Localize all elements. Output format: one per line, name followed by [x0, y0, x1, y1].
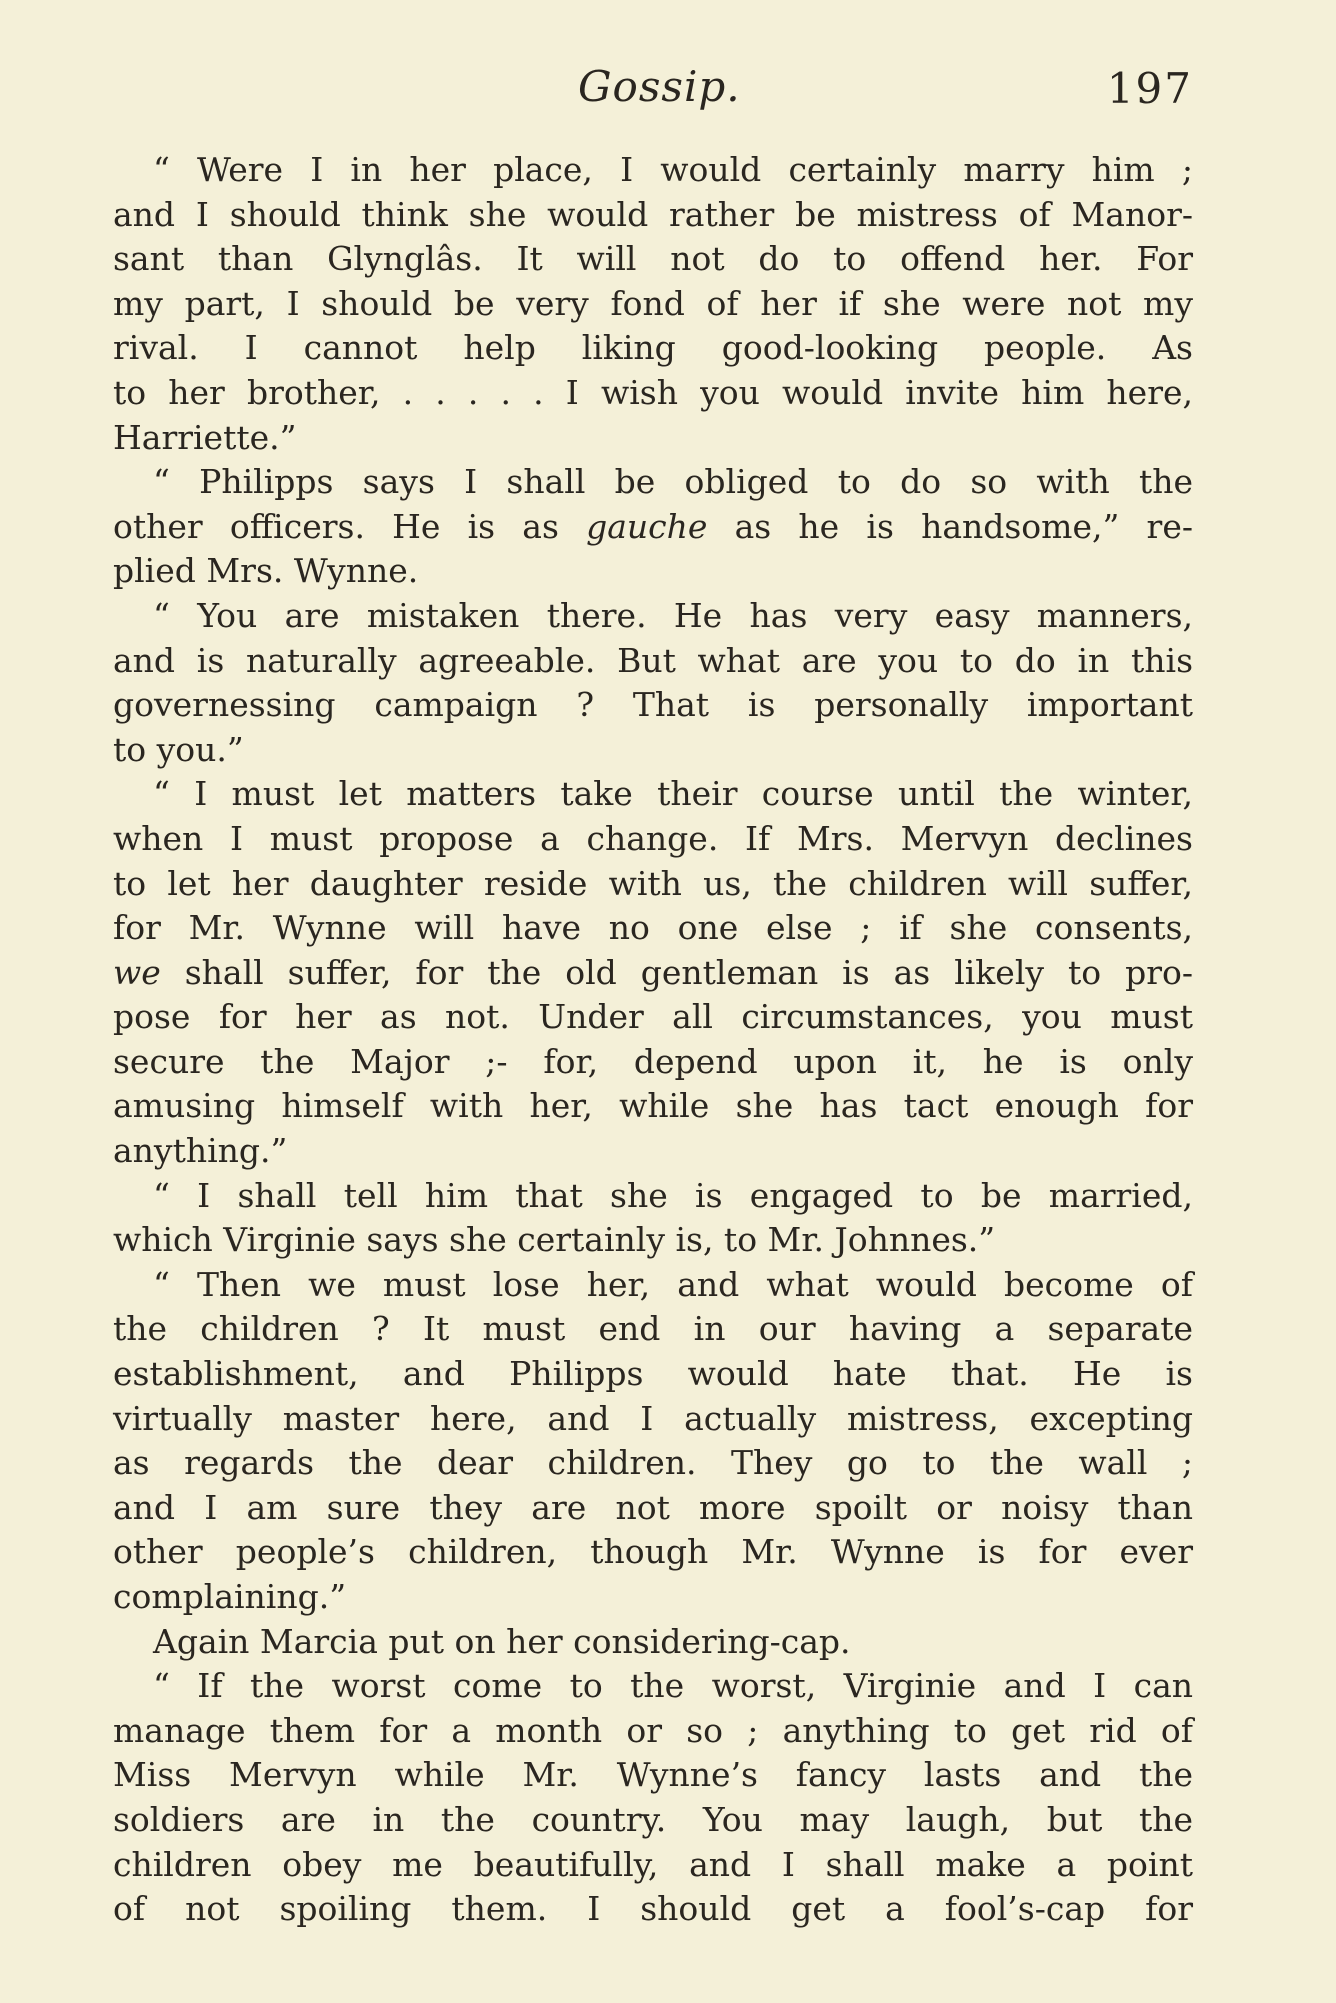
text-line: Miss Mervyn while Mr. Wynne’s fancy lasts and the — [113, 1755, 1193, 1795]
text-line: secure the Major ;- for, depend upon it, he is only — [113, 1041, 1193, 1081]
text-line: manage them for a month or so ; anything to get rid of — [113, 1710, 1193, 1750]
text-segment: shall suffer, for the old gentleman is as likely to pro- — [160, 952, 1193, 992]
text-line: rival. I cannot help liking good-looking people. As — [113, 328, 1193, 368]
text-line: amusing himself with her, while she has tact enough for — [113, 1086, 1193, 1126]
text-line: Harriette.” — [113, 417, 297, 457]
text-line: and is naturally agreeable. But what are you to do in this — [113, 640, 1193, 680]
text-line: the children ? It must end in our having a separate — [113, 1309, 1193, 1349]
text-line: plied Mrs. Wynne. — [113, 551, 419, 591]
text-line: “ I shall tell him that she is engaged to be married, — [153, 1175, 1193, 1215]
text-line: “ Philipps says I shall be obliged to do so with the — [153, 462, 1193, 502]
text-line: for Mr. Wynne will have no one else ; if she consents, — [113, 908, 1193, 948]
text-segment: as he is handsome,” re- — [707, 506, 1193, 546]
text-line: Again Marcia put on her considering-cap. — [153, 1621, 851, 1661]
text-line: when I must propose a change. If Mrs. Mervyn declines — [113, 818, 1193, 858]
text-line: “ If the worst come to the worst, Virginie and I can — [153, 1666, 1193, 1706]
text-line: “ Were I in her place, I would certainly marry him ; — [153, 150, 1193, 189]
text-line: pose for her as not. Under all circumstances, you must — [113, 997, 1193, 1037]
text-line: children obey me beautifully, and I shall make a point — [113, 1844, 1193, 1884]
running-title: Gossip. — [578, 62, 741, 111]
page-header — [113, 62, 1193, 132]
text-line: sant than Glynglâs. It will not do to offend her. For — [113, 239, 1193, 279]
text-line: which Virginie says she certainly is, to Mr. Johnnes.” — [113, 1220, 996, 1260]
text-line: to let her daughter reside with us, the children will suffer, — [113, 863, 1193, 903]
italic-word: gauche — [586, 506, 708, 546]
text-segment: other officers. He is as — [113, 506, 587, 546]
text-line: soldiers are in the country. You may laugh, but the — [113, 1799, 1193, 1839]
text-line — [113, 505, 1193, 550]
text-line: anything.” — [113, 1131, 288, 1171]
text-line: governessing campaign ? That is personally important — [113, 685, 1193, 725]
text-line: as regards the dear children. They go to the wall ; — [113, 1443, 1193, 1483]
text-line: other people’s children, though Mr. Wynne is for ever — [113, 1532, 1193, 1572]
text-line: of not spoiling them. I should get a fool’s-cap for — [113, 1889, 1193, 1929]
text-line: complaining.” — [113, 1577, 347, 1616]
page-number: 197 — [1106, 64, 1193, 113]
text-line: to you.” — [113, 729, 244, 769]
italic-word: we — [113, 952, 161, 992]
text-line: “ Then we must lose her, and what would become of — [153, 1264, 1193, 1304]
text-line: “ You are mistaken there. He has very easy manners, — [153, 595, 1193, 635]
text-line: and I am sure they are not more spoilt or noisy than — [113, 1487, 1193, 1527]
text-line: establishment, and Philipps would hate that. He is — [113, 1354, 1193, 1394]
text-line: virtually master here, and I actually mistress, excepting — [113, 1398, 1193, 1438]
body-text — [113, 148, 1193, 1932]
text-line: “ I must let matters take their course until the winter, — [153, 774, 1193, 814]
text-line — [113, 951, 1193, 996]
text-line: to her brother, . . . . . I wish you would invite him here, — [113, 372, 1193, 412]
text-line: my part, I should be very fond of her if she were not my — [113, 283, 1193, 323]
text-line: and I should think she would rather be mistress of Manor- — [113, 194, 1193, 234]
